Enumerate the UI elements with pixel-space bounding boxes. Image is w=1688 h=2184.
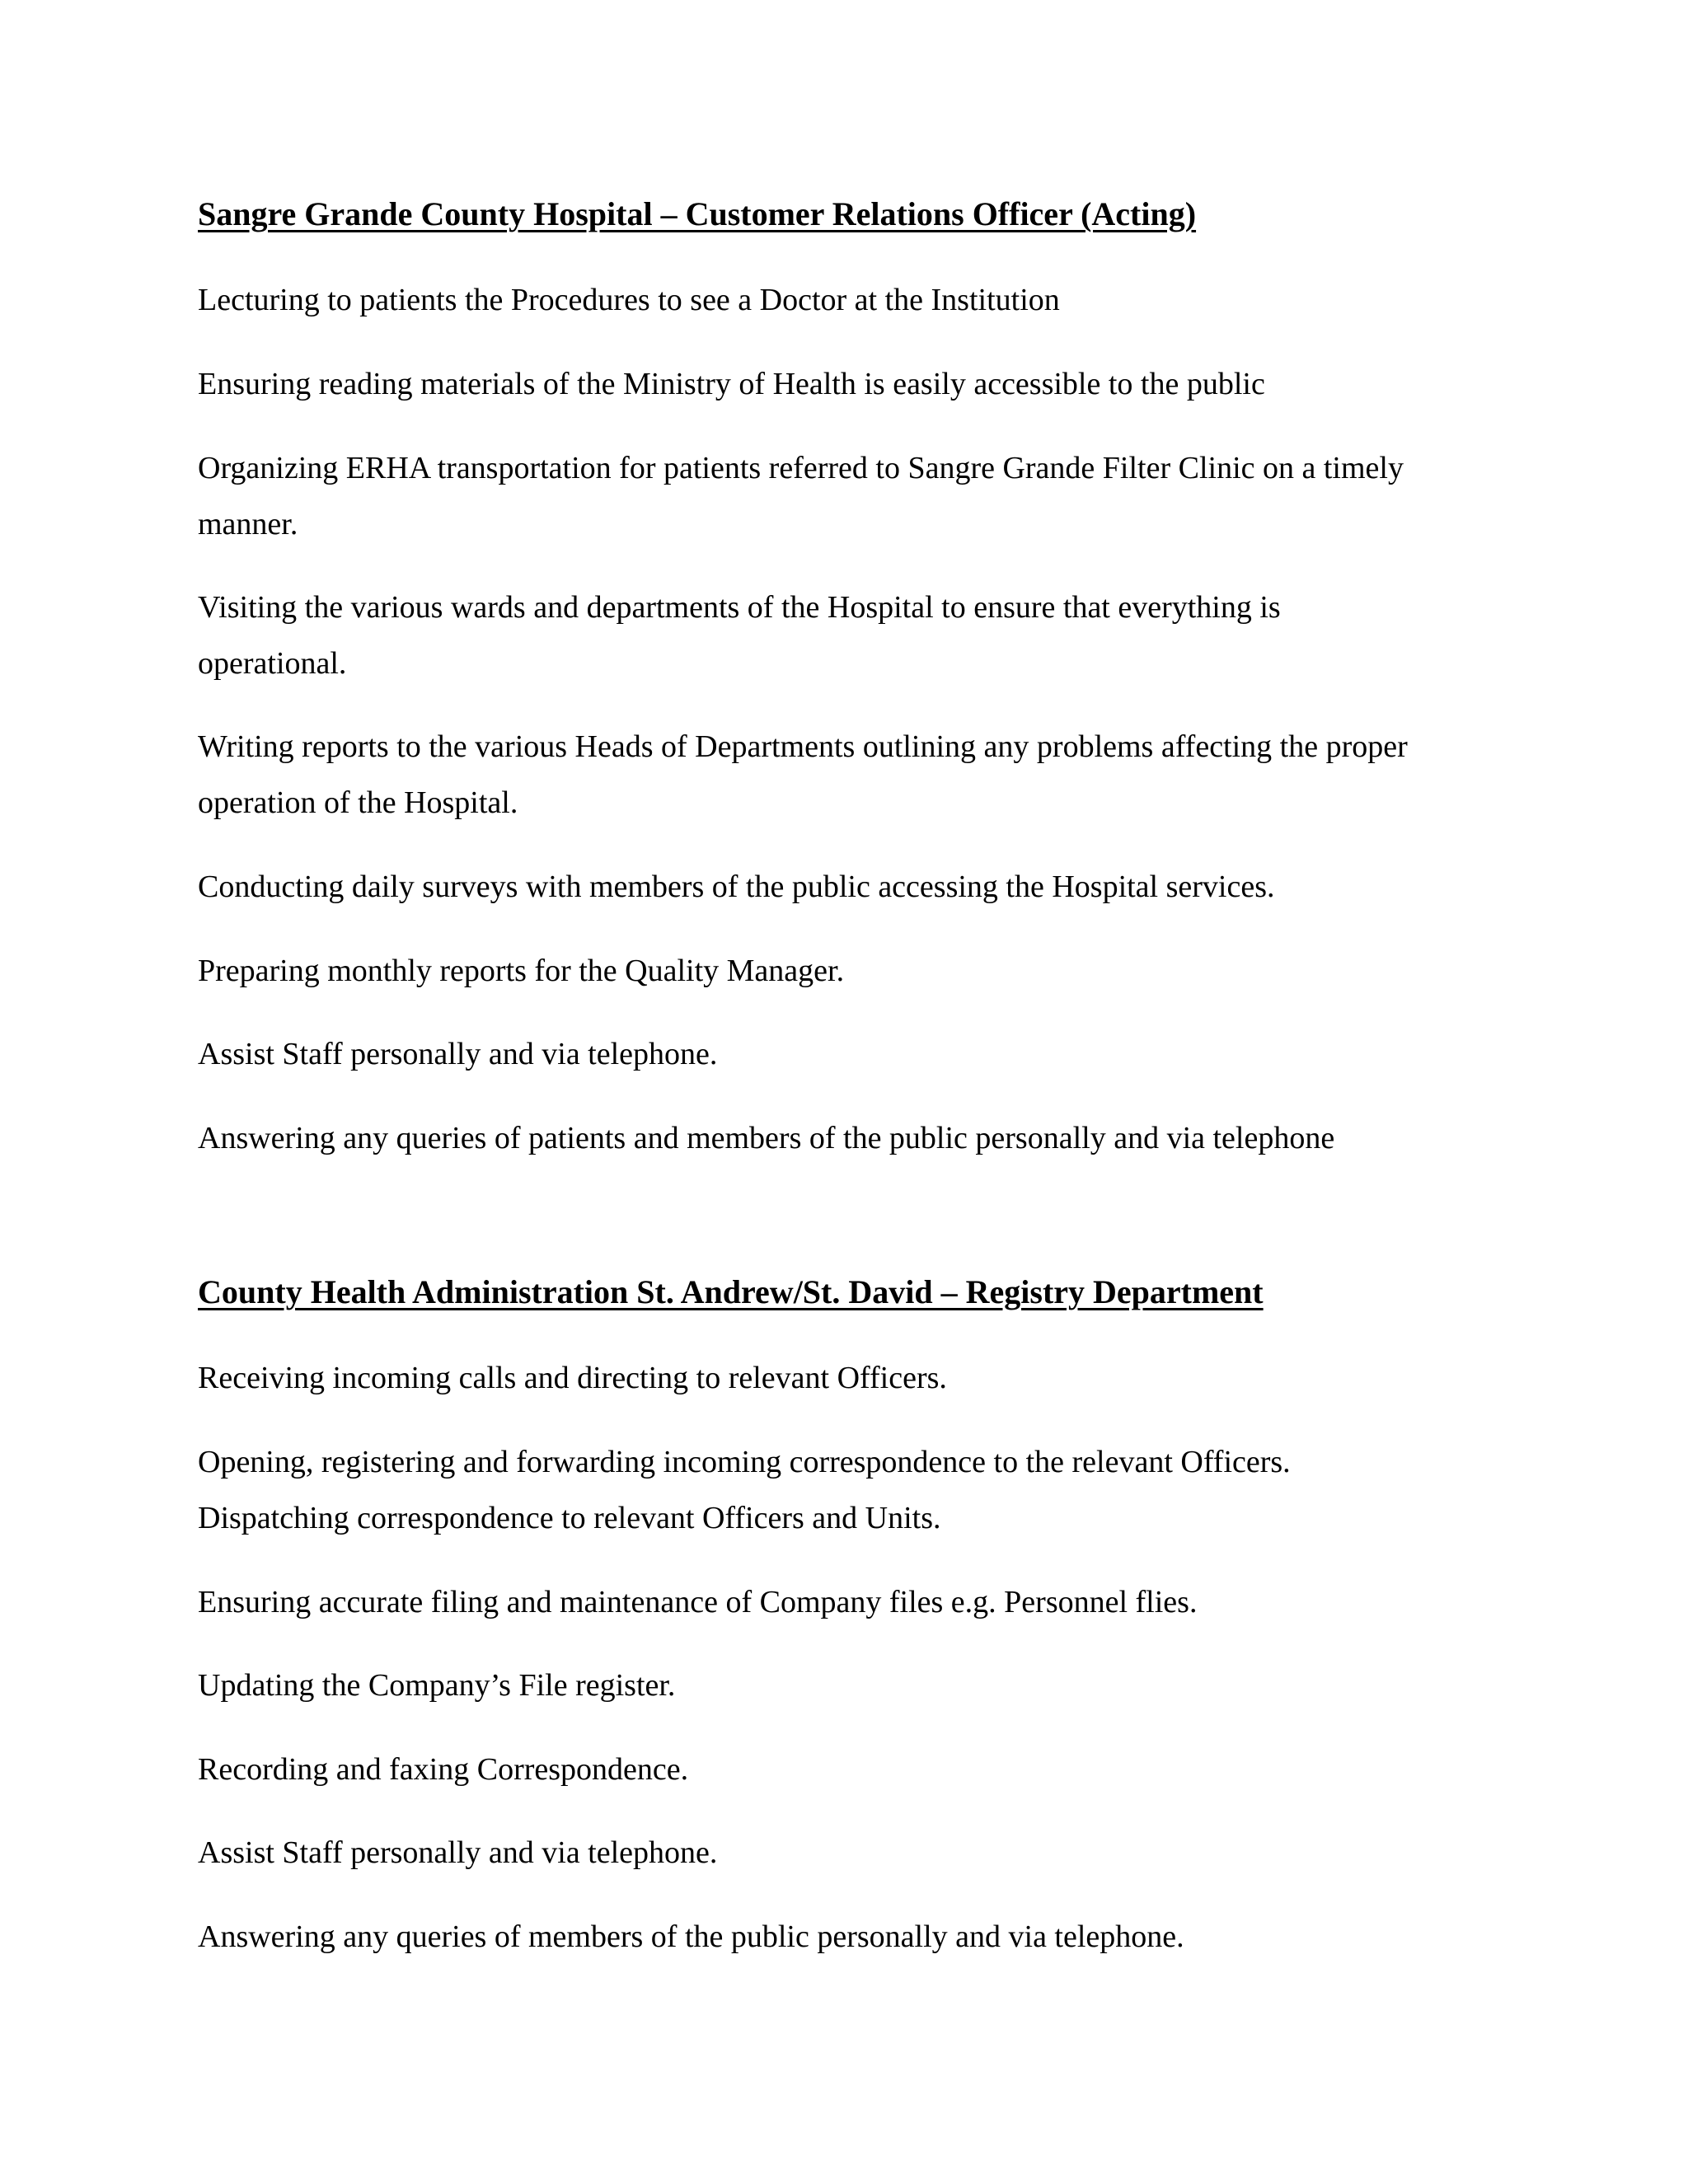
duty-item [198, 1825, 1500, 1881]
duty-item [198, 1574, 1500, 1630]
duty-item [198, 440, 1500, 552]
duty-item [198, 943, 1500, 999]
duty-line: Dispatching correspondence to relevant Officers and Units. [198, 1501, 941, 1535]
duty-line: Ensuring reading materials of the Ministry of Health is easily accessible to the public [198, 367, 1265, 401]
duty-line: Visiting the various wards and departments of the Hospital to ensure that everything is [198, 590, 1281, 625]
duty-item [198, 579, 1500, 691]
duty-line: Assist Staff personally and via telephone. [198, 1835, 718, 1870]
duty-item [198, 1741, 1500, 1797]
section-heading-hospital: Sangre Grande County Hospital – Customer Relations Officer (Acting) [198, 195, 1197, 232]
duty-line: Preparing monthly reports for the Quality Manager. [198, 954, 845, 988]
duty-item [198, 1434, 1500, 1546]
section-heading-registry: County Health Administration St. Andrew/St. David – Registry Department [198, 1273, 1264, 1310]
duty-item [198, 1026, 1500, 1082]
duty-line: Answering any queries of patients and members of the public personally and via telephone [198, 1121, 1335, 1155]
duty-item [198, 272, 1500, 328]
duty-line: Lecturing to patients the Procedures to see a Doctor at the Institution [198, 283, 1060, 317]
duty-line: Assist Staff personally and via telephone. [198, 1037, 718, 1071]
duty-item [198, 859, 1500, 915]
duty-line: operational. [198, 646, 347, 681]
duty-line: Recording and faxing Correspondence. [198, 1752, 689, 1787]
duty-line: manner. [198, 507, 298, 541]
duty-item [198, 356, 1500, 412]
duty-line: Ensuring accurate filing and maintenance of Company files e.g. Personnel flies. [198, 1585, 1198, 1619]
duty-item [198, 1110, 1500, 1166]
duty-item [198, 1909, 1500, 1965]
duty-line: Opening, registering and forwarding incoming correspondence to the relevant Officers. [198, 1445, 1291, 1479]
duty-line: Writing reports to the various Heads of Departments outlining any problems affecting the proper [198, 729, 1408, 764]
duty-item [198, 1657, 1500, 1713]
duty-line: Answering any queries of members of the public personally and via telephone. [198, 1919, 1184, 1954]
duty-line: Organizing ERHA transportation for patients referred to Sangre Grande Filter Clinic on a timely [198, 451, 1404, 485]
duty-line: operation of the Hospital. [198, 785, 518, 820]
duty-item [198, 719, 1500, 831]
duty-line: Receiving incoming calls and directing to relevant Officers. [198, 1361, 947, 1395]
duty-item [198, 1350, 1500, 1406]
duty-line: Updating the Company’s File register. [198, 1668, 676, 1703]
duty-line: Conducting daily surveys with members of the public accessing the Hospital services. [198, 869, 1275, 904]
